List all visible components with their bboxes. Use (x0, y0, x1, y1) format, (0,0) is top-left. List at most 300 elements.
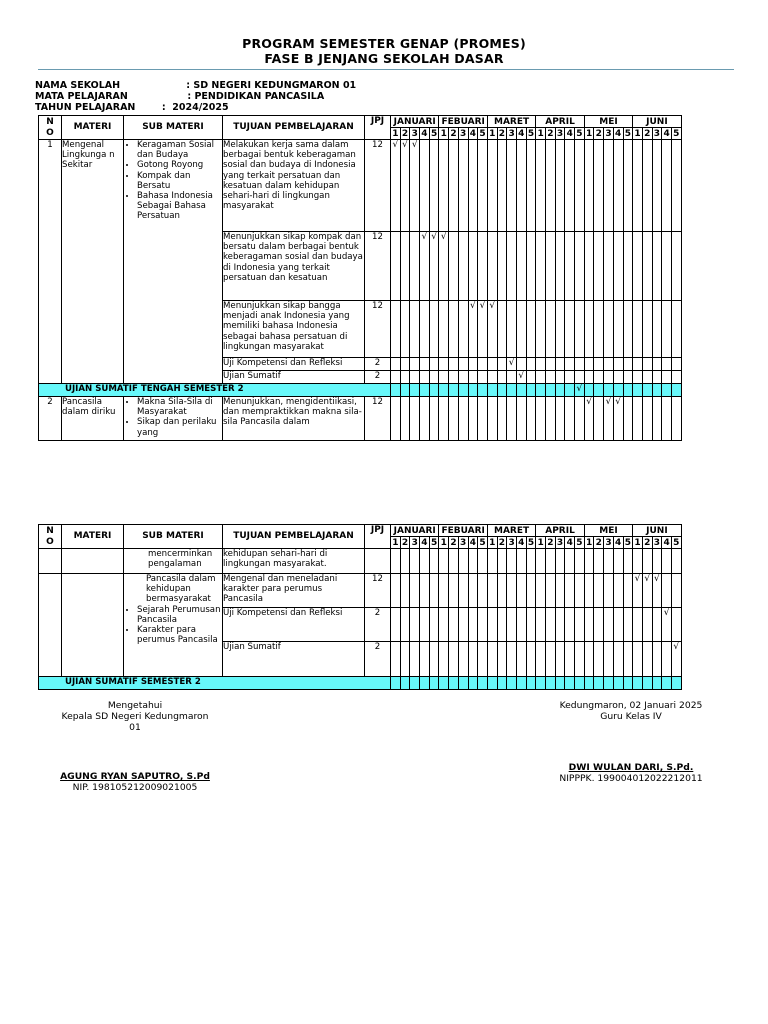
week-number: 4 (615, 537, 622, 548)
week-cell (487, 608, 497, 642)
week-cell (584, 574, 594, 608)
week-cell (536, 371, 546, 384)
week-number: 2 (498, 537, 506, 548)
week-cell (478, 371, 488, 384)
table-row (39, 140, 682, 232)
week-cell (623, 358, 633, 371)
week-cell (662, 358, 672, 371)
col-tujuan-header: TUJUAN PEMBELAJARAN (223, 116, 365, 140)
week-cell (604, 677, 614, 690)
week-cell (594, 574, 604, 608)
week-cell (662, 232, 672, 301)
jp-cell: 2 (365, 642, 391, 677)
week-cell (594, 140, 604, 232)
promes-table-page-2 (38, 524, 682, 690)
col-tujuan-header: TUJUAN PEMBELAJARAN (223, 525, 365, 549)
jp-cell: 12 (365, 397, 391, 441)
col-jp-header: JPJ (365, 116, 391, 140)
week-cell (468, 232, 478, 301)
week-cell (410, 358, 420, 371)
week-cell (662, 371, 672, 384)
submateri-item: • Sikap dan perilaku yang (137, 417, 222, 437)
week-cell (449, 574, 459, 608)
week-cell (439, 371, 449, 384)
teacher-nip: NIPPPK. 199004012022212011 (559, 773, 703, 784)
check-mark: √ (633, 574, 643, 608)
week-cell (633, 358, 643, 371)
ujian-row (39, 384, 682, 397)
week-cell (613, 301, 623, 358)
table-row-continued (39, 549, 682, 574)
week-number: 1 (585, 537, 593, 548)
week-cell (526, 549, 536, 574)
check-mark: √ (410, 140, 420, 232)
week-cell (662, 574, 672, 608)
week-cell (449, 371, 459, 384)
week-cell (410, 549, 420, 574)
week-cell (516, 384, 526, 397)
place-date: Kedungmaron, 02 Januari 2025 (559, 700, 703, 711)
week-cell (400, 371, 410, 384)
week-cell (555, 642, 565, 677)
materi-cell (62, 574, 124, 677)
week-number: 5 (624, 537, 631, 548)
submateri-item: • Gotong Royong (137, 160, 222, 170)
week-cell (429, 608, 439, 642)
week-cell (497, 371, 507, 384)
week-cell (507, 232, 517, 301)
submateri-cell: mencerminkan pengalaman (124, 549, 223, 574)
week-number: 5 (527, 128, 535, 139)
week-cell (487, 642, 497, 677)
week-cell (671, 549, 681, 574)
week-cell (439, 384, 449, 397)
week-cell (487, 140, 497, 232)
week-cell (594, 642, 604, 677)
week-cell (662, 301, 672, 358)
week-cell (400, 384, 410, 397)
week-cell (458, 232, 468, 301)
week-cell (671, 371, 681, 384)
week-cell (536, 358, 546, 371)
week-cell (449, 397, 459, 441)
week-cell (420, 677, 430, 690)
week-number: 3 (653, 128, 661, 139)
week-cell (662, 677, 672, 690)
week-cell (497, 384, 507, 397)
week-cell (400, 574, 410, 608)
week-cell (652, 140, 662, 232)
check-mark: √ (507, 358, 517, 371)
signature-teacher (555, 700, 707, 784)
week-cell (391, 677, 401, 690)
week-cell (565, 371, 575, 384)
check-mark: √ (391, 140, 401, 232)
jp-cell: 12 (365, 232, 391, 301)
document-title: PROGRAM SEMESTER GENAP (PROMES) (242, 36, 526, 51)
week-cell (671, 358, 681, 371)
week-cell (478, 549, 488, 574)
week-number: 3 (556, 537, 564, 548)
check-mark: √ (652, 574, 662, 608)
week-cell (478, 574, 488, 608)
week-cell (420, 371, 430, 384)
week-cell (400, 358, 410, 371)
week-cell (439, 574, 449, 608)
week-cell (516, 549, 526, 574)
month-header-maret: MARET (487, 525, 535, 537)
week-cell (642, 358, 652, 371)
week-number: 1 (489, 128, 496, 139)
week-cell (604, 549, 614, 574)
week-cell (642, 549, 652, 574)
week-cell (565, 358, 575, 371)
week-cell (449, 140, 459, 232)
check-mark: √ (642, 574, 652, 608)
week-cell (604, 642, 614, 677)
week-cell (613, 140, 623, 232)
week-number: 3 (508, 537, 515, 548)
week-cell (536, 608, 546, 642)
week-cell (613, 232, 623, 301)
week-cell (420, 301, 430, 358)
week-cell (555, 301, 565, 358)
week-cell (584, 642, 594, 677)
week-cell (400, 232, 410, 301)
week-cell (526, 574, 536, 608)
col-materi-header: MATERI (62, 525, 124, 549)
submateri-item: • Keragaman Sosial dan Budaya (137, 140, 222, 160)
week-cell (555, 677, 565, 690)
jp-cell: 2 (365, 358, 391, 371)
week-cell (420, 397, 430, 441)
week-cell (652, 384, 662, 397)
week-cell (410, 677, 420, 690)
week-cell (497, 232, 507, 301)
week-cell (497, 358, 507, 371)
month-header-juni: JUNI (633, 116, 681, 128)
week-number: 2 (595, 128, 602, 139)
week-cell (526, 140, 536, 232)
week-cell (400, 677, 410, 690)
week-cell (439, 677, 449, 690)
week-cell (516, 358, 526, 371)
week-number: 5 (624, 128, 631, 139)
week-cell (468, 642, 478, 677)
week-cell (429, 677, 439, 690)
week-cell (633, 140, 643, 232)
week-cell (391, 397, 401, 441)
week-cell (536, 140, 546, 232)
week-cell (487, 232, 497, 301)
week-cell (526, 358, 536, 371)
week-cell (410, 608, 420, 642)
week-cell (642, 677, 652, 690)
tujuan-cell: Ujian Sumatif (223, 371, 365, 384)
submateri-list (124, 140, 222, 222)
week-number: 2 (450, 537, 457, 548)
materi-cell: Mengenal Lingkunga n Sekitar (62, 140, 124, 384)
ujian-label: UJIAN SUMATIF TENGAH SEMESTER 2 (39, 384, 391, 397)
week-cell (526, 397, 536, 441)
week-number: 2 (498, 128, 506, 139)
week-cell (623, 574, 633, 608)
week-cell (507, 642, 517, 677)
week-cell (662, 140, 672, 232)
col-no-header: N O (39, 116, 62, 140)
week-cell (584, 232, 594, 301)
week-cell (507, 371, 517, 384)
week-cell (555, 140, 565, 232)
week-cell (604, 574, 614, 608)
week-cell (565, 608, 575, 642)
week-cell (623, 384, 633, 397)
week-cell (478, 397, 488, 441)
month-header-mei: MEI (584, 116, 632, 128)
week-cell (671, 301, 681, 358)
week-cell (391, 371, 401, 384)
week-cell (468, 397, 478, 441)
materi-cell (62, 549, 124, 574)
tujuan-cell: Uji Kompetensi dan Refleksi (223, 358, 365, 371)
materi-cell: Pancasila dalam diriku (62, 397, 124, 441)
week-cell (478, 140, 488, 232)
week-cell (526, 232, 536, 301)
week-cell (584, 384, 594, 397)
week-cell (526, 677, 536, 690)
week-cell (604, 384, 614, 397)
week-cell (652, 358, 662, 371)
principal-name: AGUNG RYAN SAPUTRO, S.Pd (60, 771, 210, 782)
week-cell (565, 301, 575, 358)
week-number: 5 (479, 537, 486, 548)
ujian-label: UJIAN SUMATIF SEMESTER 2 (39, 677, 391, 690)
week-number: 5 (576, 537, 583, 548)
week-number: 3 (508, 128, 515, 139)
week-number: 1 (440, 537, 447, 548)
week-cell (468, 384, 478, 397)
academic-year: TAHUN PELAJARAN : 2024/2025 (35, 102, 229, 113)
week-cell (652, 549, 662, 574)
week-cell (497, 549, 507, 574)
week-cell (584, 371, 594, 384)
week-number: 4 (566, 537, 573, 548)
week-cell (594, 358, 604, 371)
week-cell (575, 677, 585, 690)
week-number: 5 (673, 128, 680, 139)
header-row-months (39, 525, 682, 537)
week-cell (526, 371, 536, 384)
week-cell (429, 140, 439, 232)
week-cell (613, 549, 623, 574)
week-cell (449, 642, 459, 677)
week-cell (594, 397, 604, 441)
month-header-januari: JANUARI (391, 116, 439, 128)
check-mark: √ (468, 301, 478, 358)
week-cell (400, 642, 410, 677)
week-cell (662, 384, 672, 397)
month-header-juni: JUNI (633, 525, 681, 537)
week-cell (613, 574, 623, 608)
week-cell (516, 642, 526, 677)
week-cell (429, 549, 439, 574)
week-cell (516, 301, 526, 358)
week-number: 1 (634, 128, 641, 139)
week-cell (439, 140, 449, 232)
week-cell (507, 549, 517, 574)
week-number: 2 (547, 128, 554, 139)
check-mark: √ (400, 140, 410, 232)
week-cell (439, 301, 449, 358)
week-cell (458, 574, 468, 608)
submateri-cell (124, 397, 223, 441)
school-info (35, 80, 356, 113)
week-cell (575, 371, 585, 384)
week-cell (642, 140, 652, 232)
month-header-april: APRIL (536, 116, 584, 128)
document-subtitle: FASE B JENJANG SEKOLAH DASAR (264, 51, 504, 66)
check-mark: √ (439, 232, 449, 301)
month-header-april: APRIL (536, 525, 584, 537)
week-cell (429, 397, 439, 441)
week-number: 4 (663, 537, 670, 548)
week-cell (391, 608, 401, 642)
row-number (39, 574, 62, 677)
week-cell (671, 384, 681, 397)
month-header-maret: MARET (487, 116, 535, 128)
week-cell (546, 642, 556, 677)
week-cell (391, 358, 401, 371)
week-cell (478, 384, 488, 397)
week-cell (487, 371, 497, 384)
week-cell (487, 384, 497, 397)
check-mark: √ (478, 301, 488, 358)
week-cell (507, 140, 517, 232)
week-cell (671, 140, 681, 232)
week-number: 1 (440, 128, 447, 139)
week-cell (439, 642, 449, 677)
week-number: 2 (547, 537, 554, 548)
week-number: 5 (430, 537, 438, 548)
week-cell (536, 301, 546, 358)
week-cell (555, 232, 565, 301)
week-number: 5 (479, 128, 486, 139)
week-cell (468, 371, 478, 384)
week-cell (516, 574, 526, 608)
week-number: 3 (411, 537, 418, 548)
week-cell (391, 232, 401, 301)
week-cell (410, 574, 420, 608)
week-cell (565, 397, 575, 441)
week-cell (391, 642, 401, 677)
week-cell (623, 642, 633, 677)
week-cell (671, 232, 681, 301)
week-cell (400, 301, 410, 358)
week-cell (487, 574, 497, 608)
week-cell (555, 358, 565, 371)
week-number: 4 (663, 128, 670, 139)
week-cell (449, 384, 459, 397)
week-cell (584, 358, 594, 371)
week-number: 3 (556, 128, 564, 139)
week-cell (594, 677, 604, 690)
jp-cell: 12 (365, 301, 391, 358)
tujuan-cell: Menunjukkan, mengidentiikasi, dan mempraktikkan makna sila-sila Pancasila dalam (223, 397, 365, 441)
week-cell (420, 384, 430, 397)
check-mark: √ (516, 371, 526, 384)
check-mark: √ (575, 384, 585, 397)
week-cell (420, 140, 430, 232)
header-row-months (39, 116, 682, 128)
week-cell (623, 301, 633, 358)
week-cell (468, 608, 478, 642)
week-cell (487, 677, 497, 690)
submateri-list (124, 397, 222, 438)
check-mark: √ (420, 232, 430, 301)
week-cell (546, 677, 556, 690)
week-cell (458, 677, 468, 690)
week-cell (458, 140, 468, 232)
week-number: 2 (401, 128, 409, 139)
week-number: 2 (644, 128, 651, 139)
teacher-title: Guru Kelas IV (600, 711, 662, 722)
week-cell (604, 140, 614, 232)
week-cell (652, 371, 662, 384)
week-cell (604, 358, 614, 371)
week-cell (468, 549, 478, 574)
week-cell (633, 371, 643, 384)
week-cell (613, 358, 623, 371)
week-cell (584, 608, 594, 642)
week-cell (594, 301, 604, 358)
week-cell (536, 549, 546, 574)
title-divider (38, 69, 734, 70)
week-cell (633, 301, 643, 358)
week-cell (652, 232, 662, 301)
week-cell (497, 677, 507, 690)
week-cell (652, 677, 662, 690)
week-cell (671, 397, 681, 441)
week-number: 4 (421, 128, 428, 139)
week-cell (584, 301, 594, 358)
week-cell (478, 677, 488, 690)
week-cell (420, 642, 430, 677)
week-cell (546, 384, 556, 397)
week-number: 4 (469, 128, 476, 139)
check-mark: √ (662, 608, 672, 642)
week-cell (526, 301, 536, 358)
week-cell (594, 549, 604, 574)
week-cell (468, 358, 478, 371)
week-cell (507, 677, 517, 690)
week-cell (642, 384, 652, 397)
week-number: 1 (585, 128, 593, 139)
table-row (39, 397, 682, 441)
week-cell (555, 574, 565, 608)
week-cell (449, 608, 459, 642)
check-mark: √ (429, 232, 439, 301)
week-cell (594, 232, 604, 301)
week-cell (565, 549, 575, 574)
promes-table-page-1 (38, 115, 682, 441)
week-cell (565, 642, 575, 677)
week-cell (410, 384, 420, 397)
week-cell (516, 677, 526, 690)
week-cell (410, 232, 420, 301)
jp-cell: 12 (365, 140, 391, 232)
week-number: 5 (576, 128, 583, 139)
month-header-mei: MEI (584, 525, 632, 537)
